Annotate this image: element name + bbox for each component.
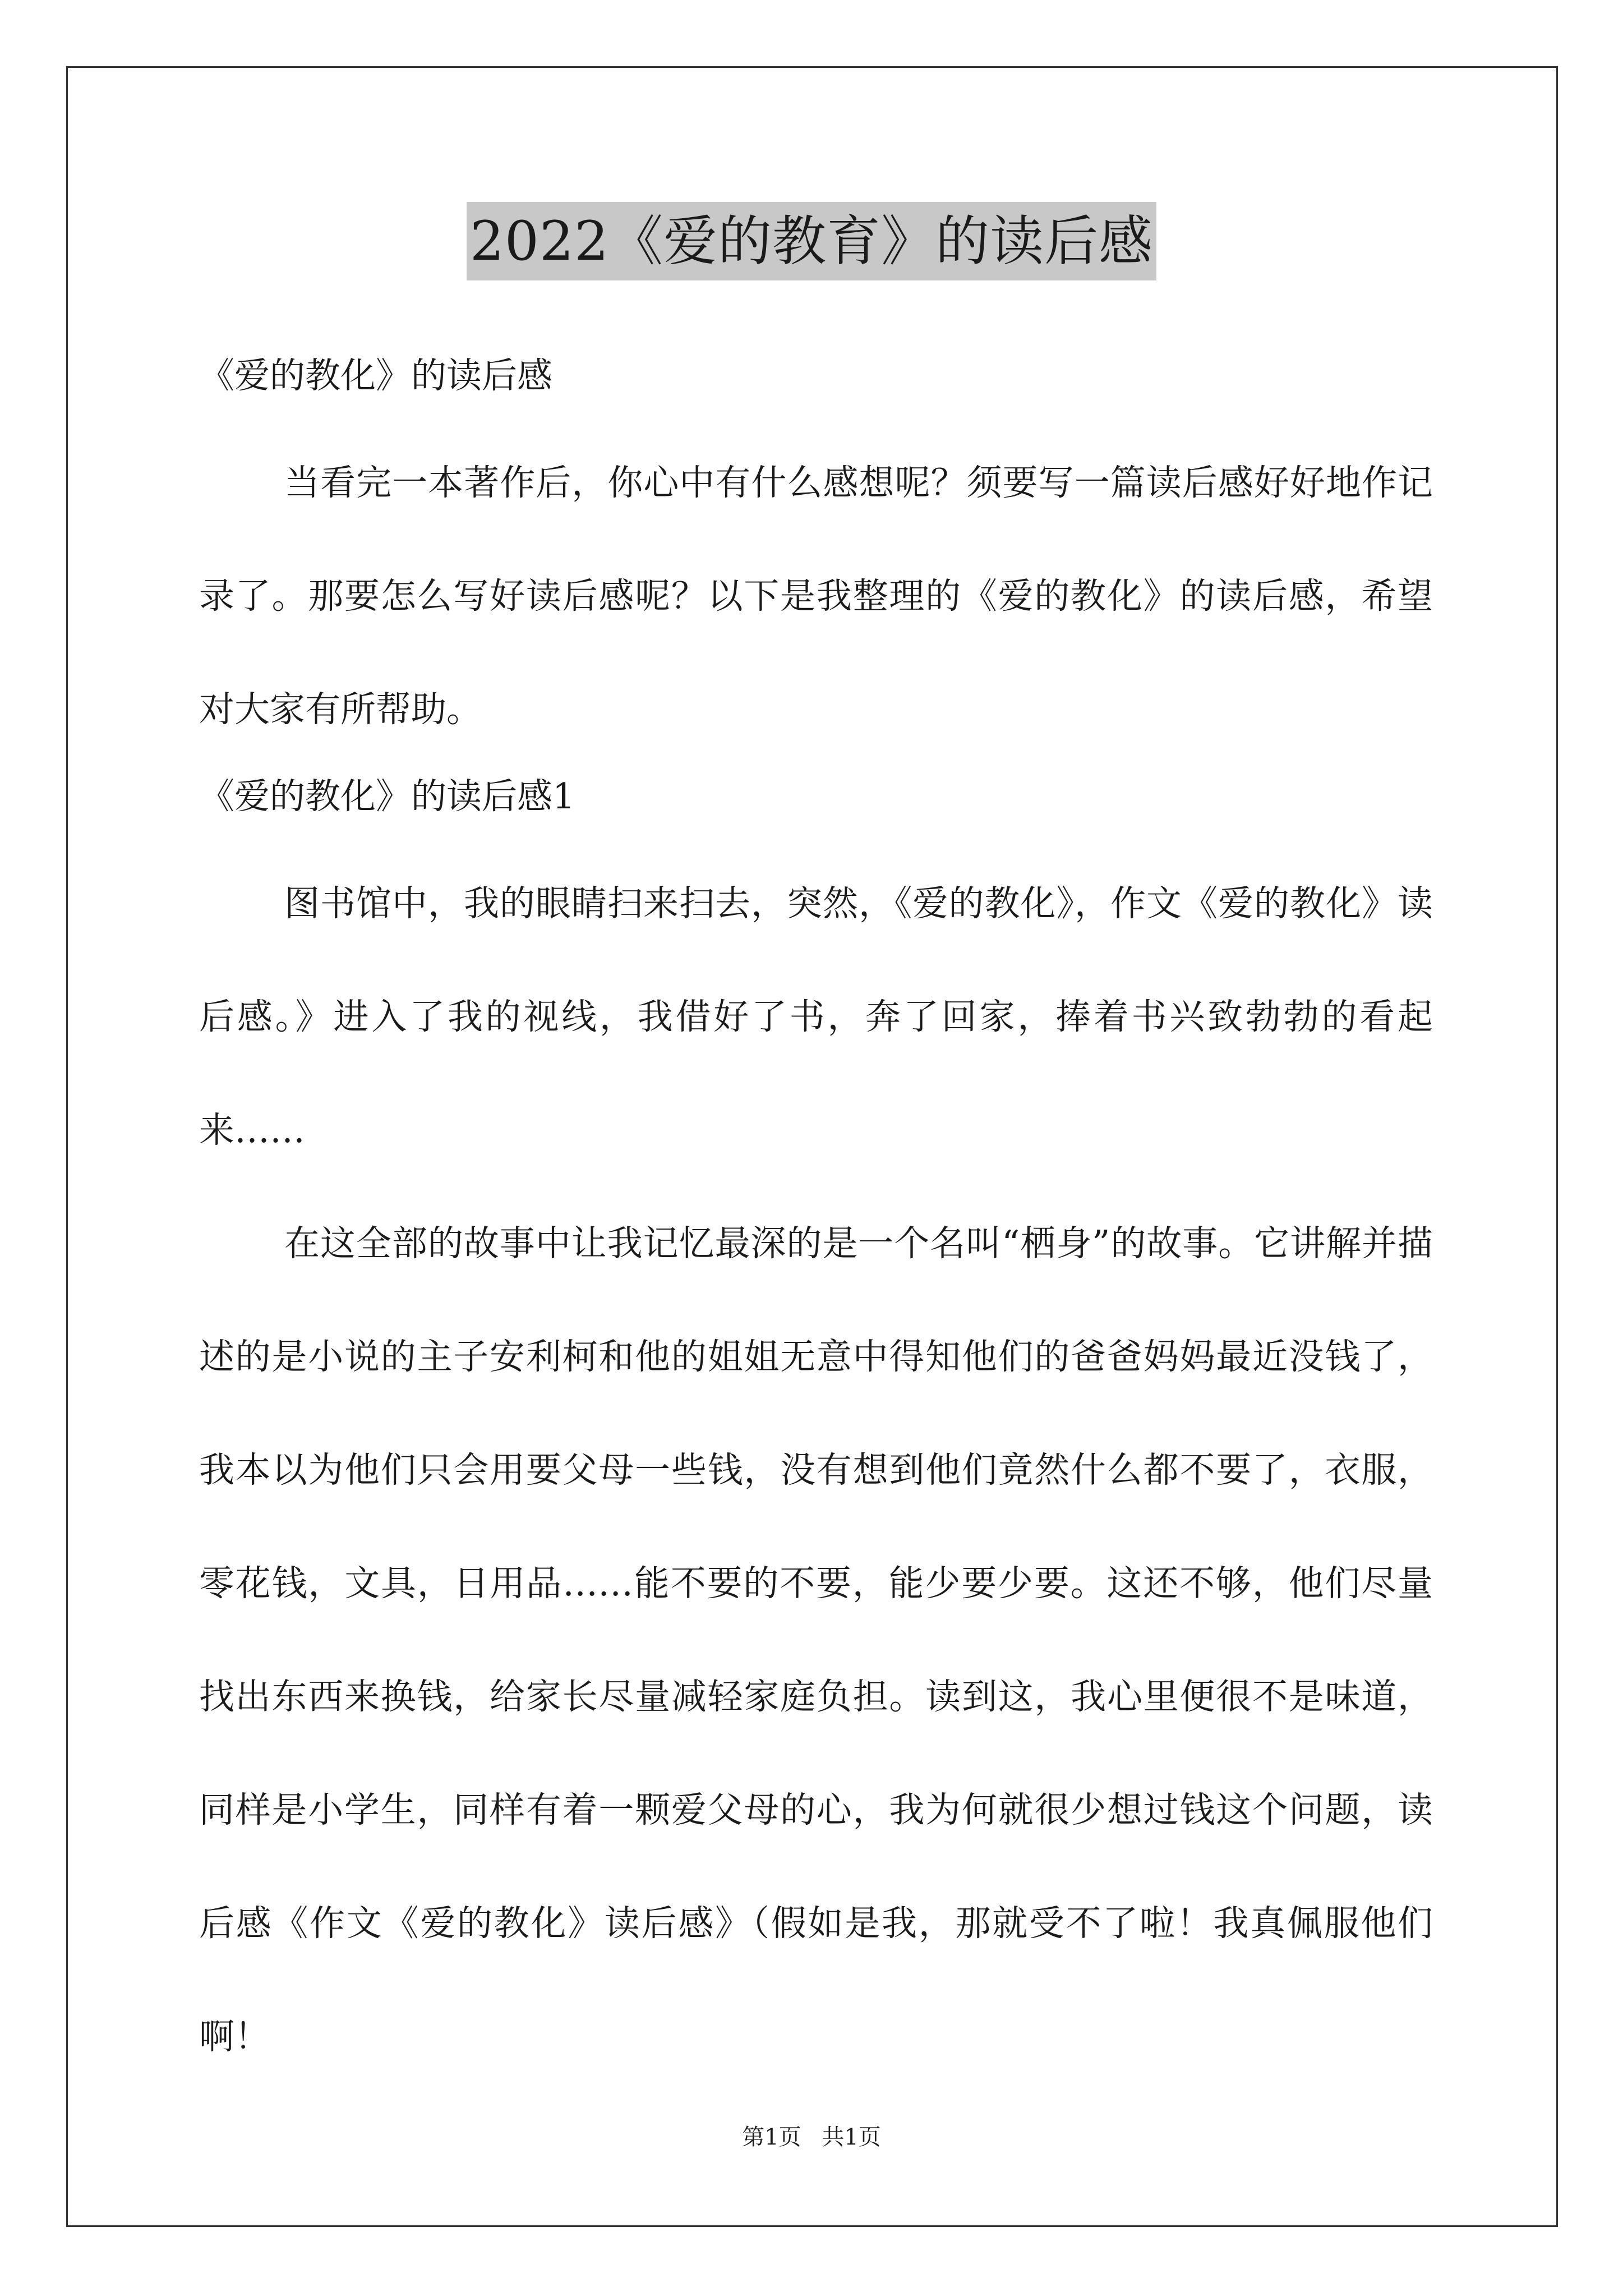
paragraph-1: 图书馆中，我的眼睛扫来扫去，突然，《爱的教化》，作文《爱的教化》读后感。》进入了我的视线，我借好了书，奔了回家，捧着书兴致勃勃的看起来……	[199, 883, 1433, 1151]
page-total: 共1页	[822, 2124, 881, 2150]
subheading: 《爱的教化》的读后感	[199, 355, 552, 396]
paragraph-2: 在这全部的故事中让我记忆最深的是一个名叫“栖身”的故事。它讲解并描述的是小说的主子安利柯和他的姐姐无意中得知他们的爸爸妈妈最近没钱了，我本以为他们只会用要父母一些钱，没有想到他们竟然什么都不要了，衣服，零花钱，文具，日用品……能不要的不要，能少要少要。这还不够，他们尽量找出东西来换钱，给家长尽量减轻家庭负担。读到这，我心里便很不是味道，同样是小学生，同样有着一颗爱父母的心，我为何就很少想过钱这个问题，读后感《作文《爱的教化》读后感》（假如是我，那就受不了啦！我真佩服他们啊！	[199, 1223, 1433, 2057]
title-container	[0, 202, 1623, 280]
document-body	[199, 348, 1433, 2093]
section-heading: 《爱的教化》的读后感1	[199, 776, 575, 817]
page-number: 第1页	[742, 2124, 801, 2150]
document-title: 2022《爱的教育》的读后感	[467, 202, 1156, 280]
page-footer	[0, 2120, 1623, 2154]
intro-paragraph: 当看完一本著作后，你心中有什么感想呢？须要写一篇读后感好好地作记录了。那要怎么写好读后感呢？以下是我整理的《爱的教化》的读后感，希望对大家有所帮助。	[199, 462, 1433, 730]
